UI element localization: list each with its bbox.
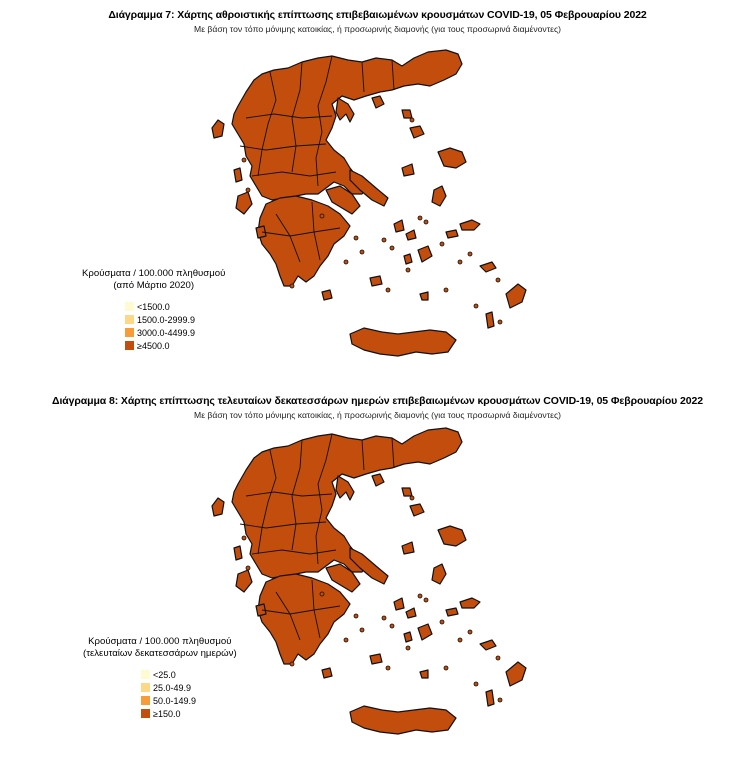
small-island bbox=[320, 592, 324, 596]
small-island bbox=[474, 682, 478, 686]
legend-swatch bbox=[125, 341, 134, 350]
region-andros bbox=[394, 220, 404, 232]
small-island bbox=[344, 638, 348, 642]
region-mainland bbox=[232, 428, 462, 578]
region-ikaria bbox=[446, 608, 458, 616]
region-crete bbox=[350, 706, 456, 734]
legend-item bbox=[141, 707, 237, 720]
small-island bbox=[418, 216, 422, 220]
legend-item bbox=[141, 681, 237, 694]
region-kythira bbox=[322, 290, 332, 300]
region-paros bbox=[404, 632, 412, 642]
legend-label: <1500.0 bbox=[137, 301, 170, 312]
region-rhodes bbox=[506, 284, 526, 308]
legend-item bbox=[141, 668, 237, 681]
legend-label: ≥150.0 bbox=[153, 708, 181, 719]
region-santorini bbox=[420, 670, 428, 678]
map-title: Διάγραμμα 8: Χάρτης επίπτωσης τελευταίων δεκατεσσάρων ημερών επιβεβαιωμένων κρουσμάτων COVID-19, 05 Φεβρουαρίου 2022 bbox=[52, 395, 703, 407]
region-samos bbox=[460, 220, 480, 230]
region-corfu bbox=[212, 120, 224, 138]
legend-swatch bbox=[125, 302, 134, 311]
region-skyros bbox=[402, 164, 414, 176]
small-island bbox=[496, 656, 500, 660]
region-ikaria bbox=[446, 230, 458, 238]
region-lesvos bbox=[438, 526, 466, 546]
legend-title-line2: (από Μάρτιο 2020) bbox=[113, 280, 195, 291]
region-chalkidiki bbox=[336, 476, 354, 500]
legend-item bbox=[125, 339, 225, 352]
region-kos bbox=[480, 640, 496, 650]
region-kefalonia bbox=[236, 570, 252, 592]
small-island bbox=[410, 118, 414, 122]
small-island bbox=[424, 598, 428, 602]
small-island bbox=[344, 260, 348, 264]
legend-item bbox=[141, 694, 237, 707]
region-mainland bbox=[232, 50, 462, 200]
region-kos bbox=[480, 262, 496, 272]
small-island bbox=[390, 246, 394, 250]
small-island bbox=[360, 628, 364, 632]
small-island bbox=[382, 238, 386, 242]
region-lefkada bbox=[234, 168, 242, 182]
legend-swatch bbox=[141, 683, 150, 692]
small-island bbox=[246, 188, 250, 192]
legend-swatch bbox=[141, 709, 150, 718]
small-island bbox=[354, 614, 358, 618]
region-samothrace bbox=[402, 110, 412, 118]
small-island bbox=[390, 624, 394, 628]
small-island bbox=[320, 214, 324, 218]
small-island bbox=[360, 250, 364, 254]
small-island bbox=[290, 284, 294, 288]
region-tinos bbox=[406, 608, 416, 618]
region-peloponnese bbox=[258, 574, 350, 664]
region-chalkidiki bbox=[336, 98, 354, 122]
small-island bbox=[498, 320, 502, 324]
map-subtitle: Με βάση τον τόπο μόνιμης κατοικίας, ή προσωρινής διαμονής (για τους προσωρινά διαμένοντες) bbox=[194, 24, 561, 34]
region-karpathos bbox=[486, 312, 494, 328]
legend-title-line2: (τελευταίων δεκατεσσάρων ημερών) bbox=[83, 648, 237, 659]
small-island bbox=[458, 638, 462, 642]
region-milos bbox=[370, 276, 382, 286]
legend-item bbox=[125, 313, 225, 326]
small-island bbox=[406, 268, 410, 272]
region-rhodes bbox=[506, 662, 526, 686]
small-island bbox=[444, 666, 448, 670]
small-island bbox=[424, 220, 428, 224]
small-island bbox=[468, 252, 472, 256]
small-island bbox=[246, 566, 250, 570]
region-naxos bbox=[418, 624, 432, 640]
small-island bbox=[410, 496, 414, 500]
region-milos bbox=[370, 654, 382, 664]
small-island bbox=[354, 236, 358, 240]
legend-swatch bbox=[141, 670, 150, 679]
region-lesvos bbox=[438, 148, 466, 168]
greece-regions bbox=[212, 50, 526, 356]
region-limnos bbox=[410, 504, 424, 516]
region-tinos bbox=[406, 230, 416, 240]
region-naxos bbox=[418, 246, 432, 262]
legend-label: 1500.0-2999.9 bbox=[137, 314, 196, 325]
legend-title-line1: Κρούσματα / 100.000 πληθυσμού bbox=[88, 636, 232, 647]
map-legend bbox=[82, 268, 225, 352]
map-legend bbox=[83, 636, 237, 720]
small-island bbox=[382, 616, 386, 620]
legend-item bbox=[125, 300, 225, 313]
region-crete bbox=[350, 328, 456, 356]
map-title: Διάγραμμα 7: Χάρτης αθροιστικής επίπτωσης επιβεβαιωμένων κρουσμάτων COVID-19, 05 Φεβρουαρίου 2022 bbox=[108, 9, 647, 21]
legend-swatch bbox=[141, 696, 150, 705]
region-samos bbox=[460, 598, 480, 608]
legend-item bbox=[125, 326, 225, 339]
small-island bbox=[418, 594, 422, 598]
map-subtitle: Με βάση τον τόπο μόνιμης κατοικίας, ή προσωρινής διαμονής (για τους προσωρινά διαμένοντες) bbox=[194, 410, 561, 420]
map-panel-cumulative bbox=[0, 0, 755, 380]
small-island bbox=[474, 304, 478, 308]
region-santorini bbox=[420, 292, 428, 300]
region-limnos bbox=[410, 126, 424, 138]
region-thasos bbox=[372, 474, 384, 486]
region-kefalonia bbox=[236, 192, 252, 214]
map-panel-14day bbox=[0, 384, 755, 763]
legend-title-line1: Κρούσματα / 100.000 πληθυσμού bbox=[82, 268, 226, 279]
legend-swatch bbox=[125, 328, 134, 337]
region-peloponnese bbox=[258, 196, 350, 286]
legend-swatch bbox=[125, 315, 134, 324]
region-lefkada bbox=[234, 546, 242, 560]
region-samothrace bbox=[402, 488, 412, 496]
region-paros bbox=[404, 254, 412, 264]
small-island bbox=[406, 646, 410, 650]
greece-regions bbox=[212, 428, 526, 734]
region-thasos bbox=[372, 96, 384, 108]
small-island bbox=[386, 666, 390, 670]
region-karpathos bbox=[486, 690, 494, 706]
legend-label: 50.0-149.9 bbox=[153, 695, 197, 706]
legend-label: ≥4500.0 bbox=[137, 340, 170, 351]
region-corfu bbox=[212, 498, 224, 516]
region-skyros bbox=[402, 542, 414, 554]
small-island bbox=[444, 288, 448, 292]
small-island bbox=[242, 536, 246, 540]
legend-label: 3000.0-4499.9 bbox=[137, 327, 196, 338]
small-island bbox=[458, 260, 462, 264]
small-island bbox=[290, 662, 294, 666]
small-island bbox=[496, 278, 500, 282]
small-island bbox=[468, 630, 472, 634]
small-island bbox=[242, 158, 246, 162]
region-kythira bbox=[322, 668, 332, 678]
small-island bbox=[440, 620, 444, 624]
legend-label: 25.0-49.9 bbox=[153, 682, 192, 693]
region-andros bbox=[394, 598, 404, 610]
legend-label: <25.0 bbox=[153, 669, 176, 680]
small-island bbox=[386, 288, 390, 292]
region-chios bbox=[432, 564, 446, 584]
small-island bbox=[498, 698, 502, 702]
region-chios bbox=[432, 186, 446, 206]
small-island bbox=[440, 242, 444, 246]
